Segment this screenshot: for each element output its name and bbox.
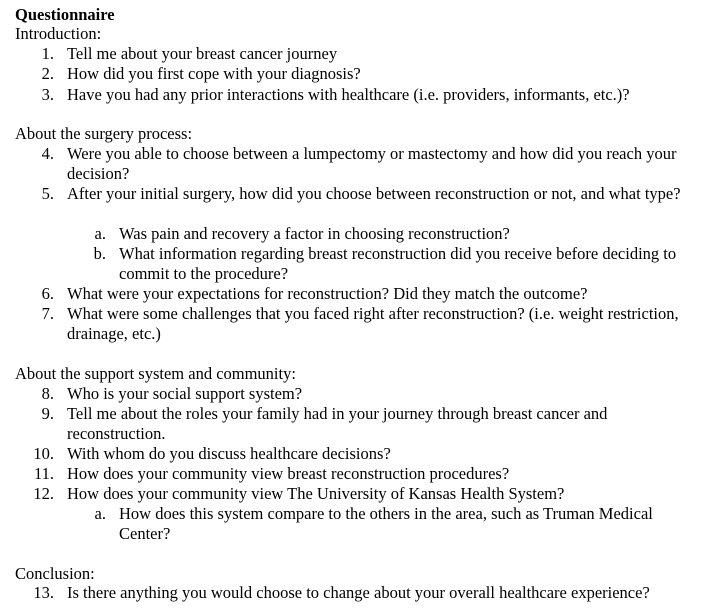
question-text: Have you had any prior interactions with healthcare (i.e. providers, informants, etc.)? <box>67 85 630 104</box>
question-text: Were you able to choose between a lumpectomy or mastectomy and how did you reach your decision? <box>67 144 677 183</box>
section-heading-introduction: Introduction: <box>15 24 102 43</box>
section-heading-support: About the support system and community: <box>15 364 296 383</box>
section-heading-conclusion: Conclusion: <box>15 564 95 583</box>
question-text: After your initial surgery, how did you choose between reconstruction or not, and what type? <box>67 184 681 203</box>
question-number: 7. <box>41 304 54 323</box>
subquestion-text: What information regarding breast reconstruction did you receive before deciding to commit to the procedure? <box>119 244 677 283</box>
question-text: What were some challenges that you faced right after reconstruction? (i.e. weight restriction, drainage, etc.) <box>67 304 679 343</box>
question-number: 13. <box>33 583 54 602</box>
question-number: 11. <box>33 464 54 483</box>
question-number: 4. <box>41 144 54 163</box>
subquestion-letter: a. <box>94 504 106 523</box>
question-number: 10. <box>33 444 54 463</box>
question-number: 5. <box>41 184 54 203</box>
question-number: 12. <box>33 484 54 503</box>
subquestion-text: Was pain and recovery a factor in choosing reconstruction? <box>119 224 510 243</box>
section-heading-surgery: About the surgery process: <box>15 124 193 143</box>
question-number: 2. <box>41 64 54 83</box>
question-number: 8. <box>41 384 54 403</box>
question-text: Is there anything you would choose to change about your overall healthcare experience? <box>67 583 650 602</box>
subquestion-text: How does this system compare to the others in the area, such as Truman Medical Center? <box>119 504 653 543</box>
question-text: How did you first cope with your diagnosis? <box>67 64 361 83</box>
question-text: Tell me about your breast cancer journey <box>67 44 338 63</box>
subquestion-letter: a. <box>94 224 106 243</box>
question-text: With whom do you discuss healthcare decisions? <box>67 444 391 463</box>
question-text: Tell me about the roles your family had in your journey through breast cancer and reconstruction. <box>67 404 608 443</box>
question-text: What were your expectations for reconstruction? Did they match the outcome? <box>67 284 588 303</box>
question-number: 3. <box>41 85 54 104</box>
question-number: 1. <box>41 44 54 63</box>
question-text: How does your community view The University of Kansas Health System? <box>67 484 565 503</box>
question-number: 6. <box>41 284 54 303</box>
question-number: 9. <box>41 404 54 423</box>
subquestion-letter: b. <box>93 244 106 263</box>
page-title: Questionnaire <box>15 5 115 24</box>
question-text: Who is your social support system? <box>67 384 303 403</box>
question-text: How does your community view breast reconstruction procedures? <box>67 464 510 483</box>
